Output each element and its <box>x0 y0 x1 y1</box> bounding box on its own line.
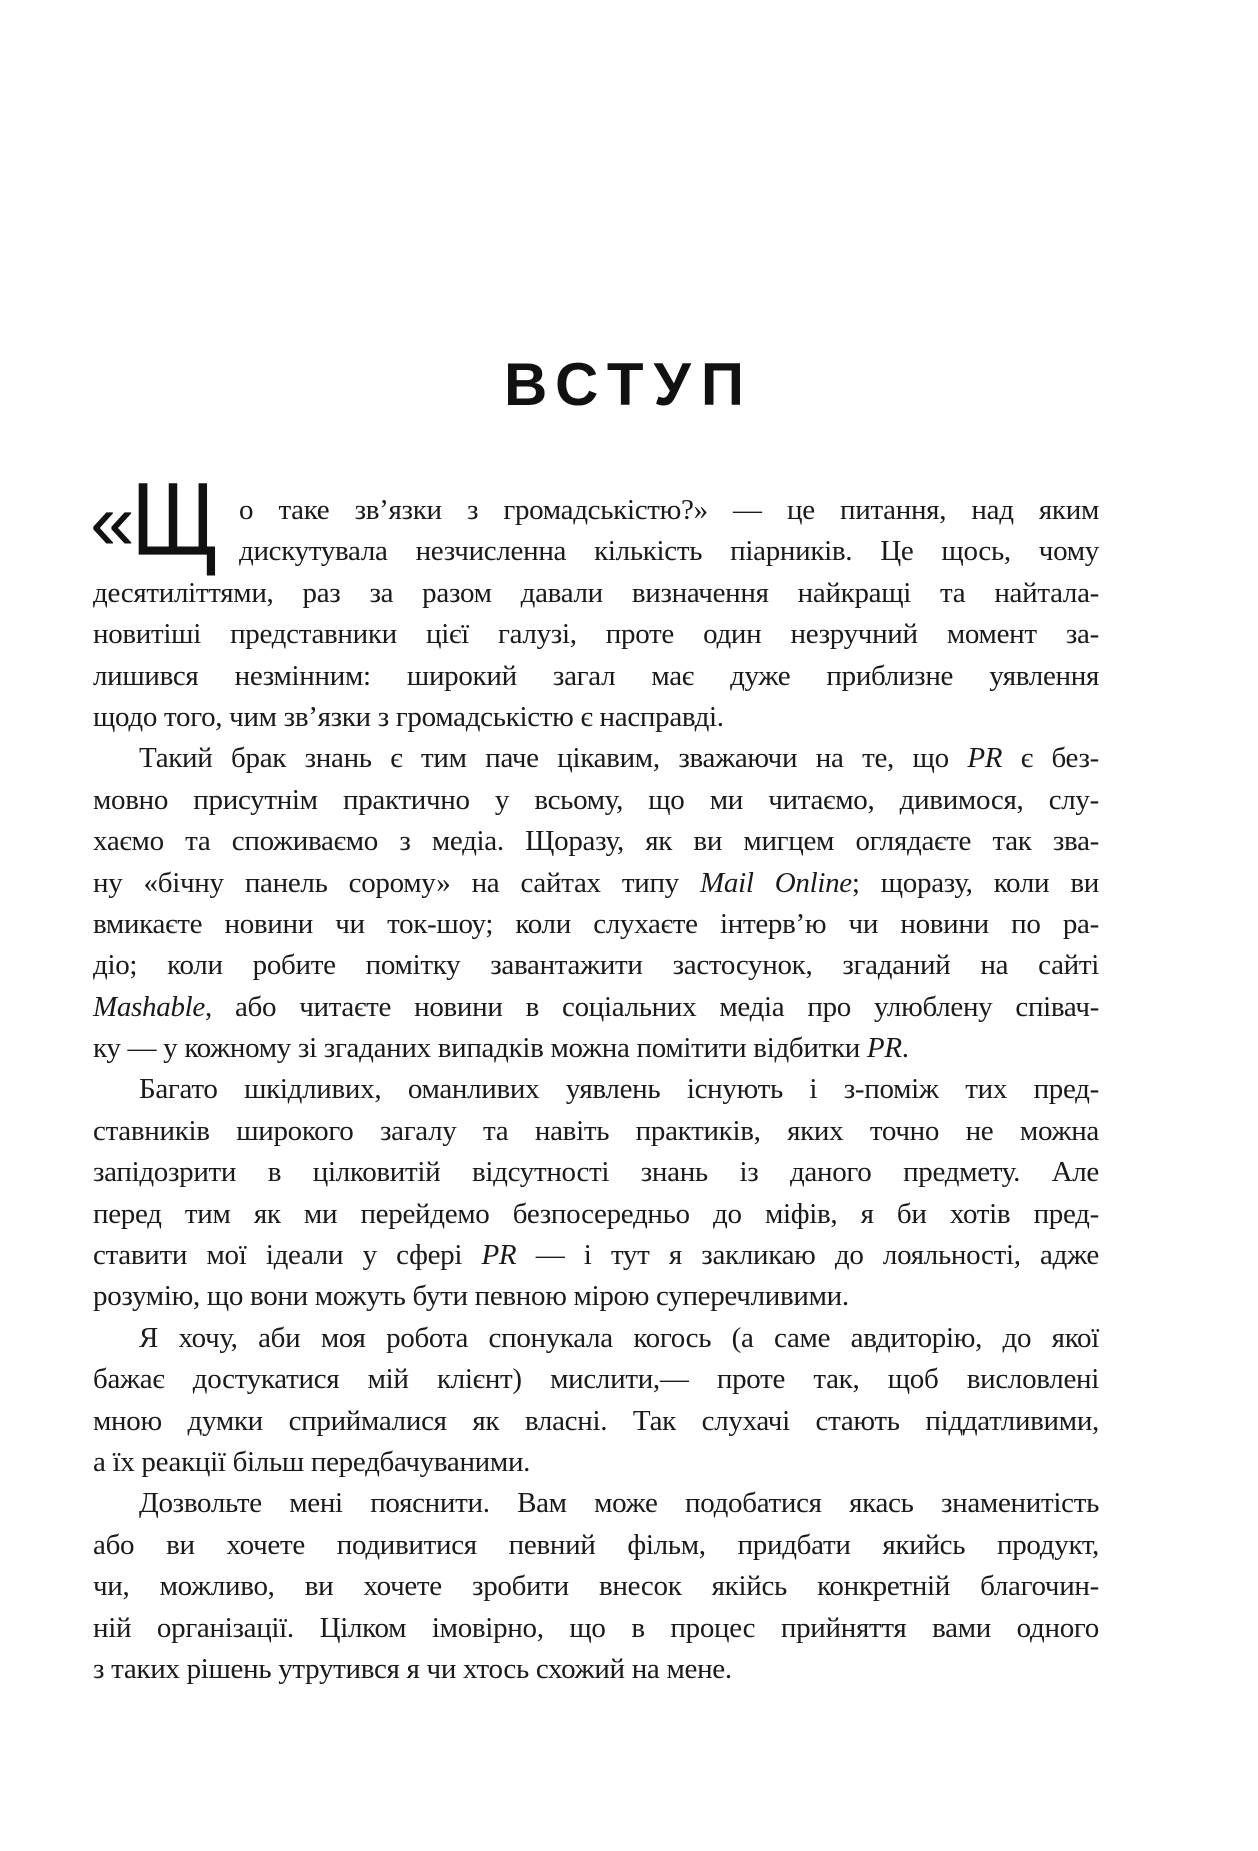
italic-term: Mail Online <box>700 866 852 899</box>
text-segment: вмикаєте новини чи ток-шоу; коли слухаєте інтерв’ю чи новини по ра- <box>93 907 1099 940</box>
text-line <box>93 1069 1099 1110</box>
text-line <box>93 738 1099 779</box>
text-segment: ку — у кожному зі згаданих випадків можна помітити відбитки <box>93 1032 867 1065</box>
text-segment: перед тим як ми перейдемо безпосередньо до міфів, я би хотів пред- <box>93 1197 1099 1230</box>
text-line <box>93 904 1099 945</box>
text-segment: а їх реакції більш передбачуваними. <box>93 1445 531 1478</box>
text-segment: , або читаєте новини в соціальних медіа про улюблену співач- <box>204 990 1099 1023</box>
text-line <box>93 780 1099 821</box>
text-line <box>93 697 1099 738</box>
text-segment: Я хочу, аби моя робота спонукала когось (а саме авдиторію, до якої <box>139 1321 1099 1354</box>
text-segment: діо; коли робите помітку завантажити застосунок, згаданий на сайті <box>93 949 1099 982</box>
text-line <box>93 1318 1099 1359</box>
text-line <box>93 573 1099 614</box>
text-line <box>93 1359 1099 1400</box>
text-line <box>93 1235 1099 1276</box>
italic-term: Mashable <box>93 990 205 1023</box>
text-line <box>93 945 1099 986</box>
text-segment: мною думки сприймалися як власні. Так слухачі стають піддатливими, <box>93 1404 1099 1437</box>
text-line <box>93 863 1099 904</box>
text-line <box>93 821 1099 862</box>
text-segment: з таких рішень утрутився я чи хтось схожий на мене. <box>93 1652 732 1685</box>
text-segment: о таке зв’язки з громадськістю?» — це питання, над яким <box>239 494 1099 526</box>
text-line <box>93 656 1099 697</box>
text-segment: — і тут я закликаю до лояльності, адже <box>516 1239 1099 1272</box>
text-segment: хаємо та споживаємо з медіа. Щоразу, як ви мигцем оглядаєте так зва- <box>93 825 1099 858</box>
text-segment: лишився незмінним: широкий загал має дуже приблизне уявлення <box>93 659 1099 692</box>
text-segment: дискутувала незчисленна кількість піарників. Це щось, чому <box>239 535 1099 568</box>
text-line <box>93 1442 1099 1483</box>
italic-term: PR <box>481 1239 517 1272</box>
italic-term: PR <box>866 1032 902 1065</box>
text-line <box>93 1483 1099 1524</box>
text-segment: мовно присутнім практично у всьому, що ми читаємо, дивимося, слу- <box>93 783 1099 816</box>
text-segment: чи, можливо, ви хочете зробити внесок якійсь конкретній благочин- <box>93 1570 1099 1603</box>
text-segment: Багато шкідливих, оманливих уявлень існують і з-поміж тих пред- <box>139 1073 1099 1106</box>
text-segment: бажає достукатися мій клієнт) мислити,— проте так, щоб висловлені <box>93 1363 1099 1396</box>
text-segment: новитіші представники цієї галузі, проте один незручний момент за- <box>93 618 1099 651</box>
text-line <box>93 1028 1099 1069</box>
chapter-title: ВСТУП <box>504 351 754 418</box>
text-segment: . <box>901 1032 909 1065</box>
text-line <box>93 987 1099 1028</box>
text-line <box>93 490 1099 531</box>
text-segment: є без- <box>1002 742 1099 775</box>
text-segment: десятиліттями, раз за разом давали визначення найкращі та найтала- <box>93 576 1099 609</box>
text-segment: запідозрити в цілковитій відсутності знань із даного предмету. Але <box>93 1156 1099 1189</box>
text-line <box>93 1152 1099 1193</box>
text-segment: ну «бічну панель сорому» на сайтах типу <box>93 866 701 899</box>
text-segment: Такий брак знань є тим паче цікавим, зважаючи на те, що <box>139 742 968 775</box>
text-segment: або ви хочете подивитися певний фільм, придбати якийсь продукт, <box>93 1528 1099 1561</box>
text-segment: ; щоразу, коли ви <box>851 866 1099 899</box>
text-segment: розумію, що вони можуть бути певною мірою суперечливими. <box>93 1280 849 1313</box>
body-text <box>93 490 1099 1690</box>
italic-term: PR <box>967 742 1003 775</box>
text-line <box>93 1566 1099 1607</box>
drop-cap-letter: Щ <box>130 462 219 578</box>
text-line <box>93 1649 1099 1690</box>
text-segment: Дозвольте мені пояснити. Вам може подобатися якась знаменитість <box>139 1487 1099 1520</box>
text-segment: ній організації. Цілком імовірно, що в процес прийняття вами одного <box>93 1611 1099 1644</box>
text-line <box>93 614 1099 655</box>
text-line <box>93 1111 1099 1152</box>
text-line <box>93 1525 1099 1566</box>
text-segment: ставників широкого загалу та навіть практиків, яких точно не можна <box>93 1114 1099 1147</box>
text-line <box>93 531 1099 572</box>
text-line <box>93 1276 1099 1317</box>
text-segment: щодо того, чим зв’язки з громадськістю є насправді. <box>93 700 724 733</box>
drop-cap-quote: « <box>90 477 131 566</box>
text-line <box>93 1194 1099 1235</box>
text-line <box>93 1608 1099 1649</box>
text-segment: ставити мої ідеали у сфері <box>93 1239 482 1272</box>
text-line <box>93 1401 1099 1442</box>
